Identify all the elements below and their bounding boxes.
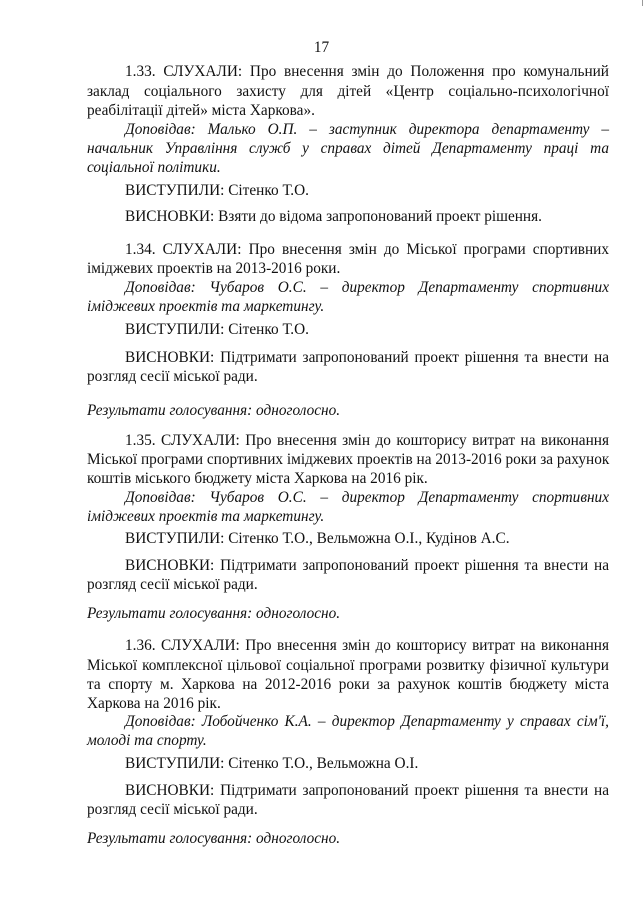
item-1-34-reporter-line-2: іміджевих проектів та маркетингу. [87,298,325,315]
item-1-35-conclusions-line-1: ВИСНОВКИ: Підтримати запропонований проект рішення та внести на [125,557,609,574]
item-1-33-heard-line-2: заклад соціального захисту для дітей «Центр соціально-психологічної [87,83,609,100]
item-1-35-heard-line-1: 1.35. СЛУХАЛИ: Про внесення змін до кошторису витрат на виконання [125,432,609,449]
item-1-33-heard-line-1: 1.33. СЛУХАЛИ: Про внесення змін до Положення про комунальний [125,63,609,80]
item-1-36-heard-line-2: Міської комплексної цільової соціальної програми розвитку фізичної культури [87,657,609,674]
item-1-33-reporter-line-3: соціальної політики. [87,159,221,176]
item-1-36-vote-result: Результати голосування: одноголосно. [87,830,341,847]
item-1-35-speakers: ВИСТУПИЛИ: Сітенко Т.О., Вельможна О.І., Кудінов А.С. [125,530,510,547]
item-1-34-heard-line-1: 1.34. СЛУХАЛИ: Про внесення змін до Міської програми спортивних [125,241,609,258]
item-1-34-conclusions-line-2: розгляд сесії міської ради. [87,368,258,385]
item-1-36-heard-line-3: та спорту м. Харкова на 2012-2016 роки за рахунок коштів бюджету міста [87,676,609,693]
item-1-35-reporter-line-1: Доповідав: Чубаров О.С. – директор Департаменту спортивних [125,489,609,506]
item-1-33-reporter-line-2: начальник Управління служб у справах дітей Департаменту праці та [87,140,609,157]
item-1-34-conclusions-line-1: ВИСНОВКИ: Підтримати запропонований проект рішення та внести на [125,349,609,366]
item-1-36-conclusions-line-1: ВИСНОВКИ: Підтримати запропонований проект рішення та внести на [125,782,609,799]
item-1-34-heard-line-2: іміджевих проектів на 2013-2016 роки. [87,260,341,277]
page-number: 17 [313,39,330,56]
item-1-33-conclusions: ВИСНОВКИ: Взяти до відома запропонований проект рішення. [125,208,542,225]
item-1-34-vote-result: Результати голосування: одноголосно. [87,402,341,419]
item-1-34-reporter-line-1: Доповідав: Чубаров О.С. – директор Департаменту спортивних [125,279,609,296]
item-1-36-reporter-line-2: молоді та спорту. [87,732,207,749]
item-1-34-speakers: ВИСТУПИЛИ: Сітенко Т.О. [125,321,309,338]
item-1-36-speakers: ВИСТУПИЛИ: Сітенко Т.О., Вельможна О.І. [125,755,419,772]
item-1-33-reporter-line-1: Доповідав: Малько О.П. – заступник директора департаменту – [125,121,609,138]
item-1-33-speakers: ВИСТУПИЛИ: Сітенко Т.О. [125,182,309,199]
item-1-35-conclusions-line-2: розгляд сесії міської ради. [87,576,258,593]
item-1-35-reporter-line-2: іміджевих проектів та маркетингу. [87,508,325,525]
item-1-35-heard-line-2: Міської програми спортивних іміджевих проектів на 2013-2016 роки за рахунок [87,451,610,468]
item-1-33-heard-line-3: реабілітації дітей» міста Харкова». [87,102,315,119]
item-1-36-conclusions-line-2: розгляд сесії міської ради. [87,801,258,818]
item-1-36-heard-line-4: Харкова на 2016 рік. [87,695,221,712]
item-1-35-heard-line-3: коштів міського бюджету міста Харкова на 2016 рік. [87,470,428,487]
item-1-36-reporter-line-1: Доповідав: Лобойченко К.А. – директор Департаменту у справах сім'ї, [125,713,609,730]
item-1-36-heard-line-1: 1.36. СЛУХАЛИ: Про внесення змін до кошторису витрат на виконання [125,637,609,654]
item-1-35-vote-result: Результати голосування: одноголосно. [87,605,341,622]
